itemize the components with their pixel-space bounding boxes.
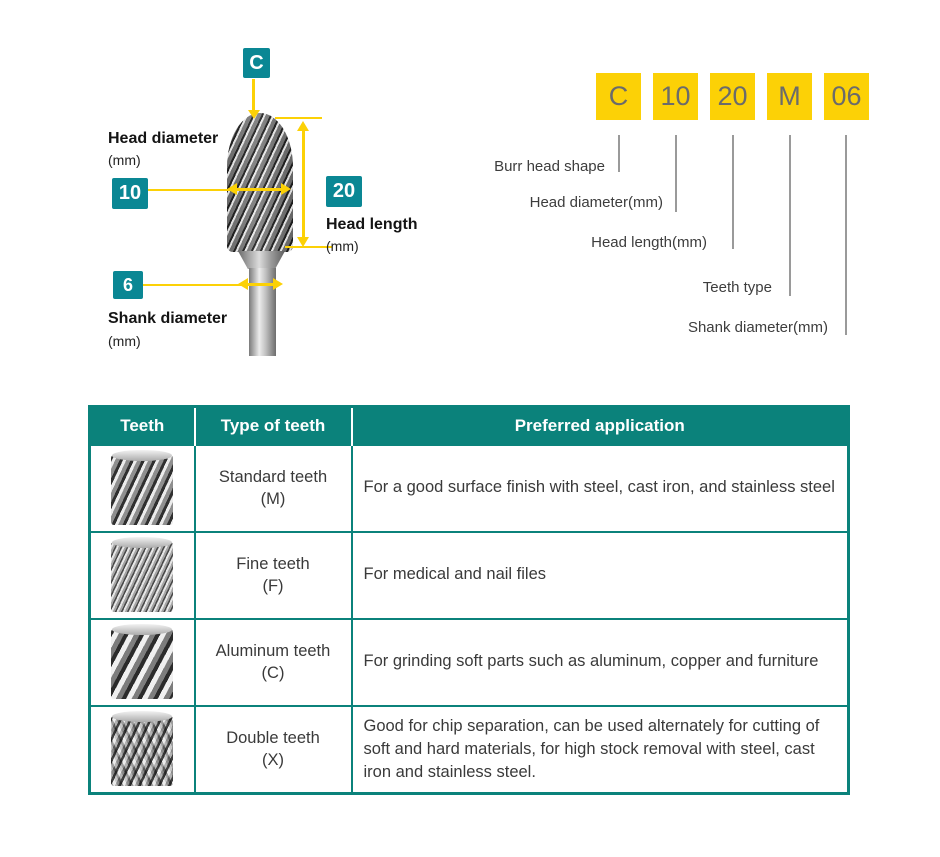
code-segment-head-length: 20 bbox=[710, 73, 755, 120]
teeth-type-name: Standard teeth bbox=[218, 467, 328, 486]
application-text: For grinding soft parts such as aluminum, copper and furniture bbox=[352, 619, 849, 706]
code-segment-head-diameter: 10 bbox=[653, 73, 698, 120]
col-header-type-of-teeth: Type of teeth bbox=[195, 407, 352, 445]
teeth-table bbox=[88, 405, 850, 795]
application-text: For a good surface finish with steel, cast iron, and stainless steel bbox=[352, 445, 849, 532]
standard-teeth-burr-photo bbox=[111, 455, 173, 525]
shank-diameter-label: Shank diameter bbox=[108, 310, 228, 327]
head-diameter-label: Head diameter bbox=[108, 130, 219, 147]
code-label-teeth-type: Teeth type bbox=[702, 279, 772, 296]
head-length-label: Head length bbox=[326, 216, 418, 233]
code-label-shank-diameter: Shank diameter(mm) bbox=[687, 319, 828, 336]
code-connector-line bbox=[789, 135, 791, 296]
shank-diameter-unit: (mm) bbox=[108, 333, 141, 349]
teeth-type-code: (M) bbox=[260, 490, 286, 508]
head-diameter-unit: (mm) bbox=[108, 152, 141, 168]
table-header-row bbox=[90, 407, 849, 445]
code-segment-teeth-type: M bbox=[767, 73, 812, 120]
teeth-type-code: (C) bbox=[261, 664, 285, 682]
code-connector-line bbox=[732, 135, 734, 249]
teeth-type-code: (F) bbox=[262, 577, 284, 595]
col-header-teeth: Teeth bbox=[90, 407, 195, 445]
application-text: For medical and nail files bbox=[352, 532, 849, 619]
code-segment-shape: C bbox=[596, 73, 641, 120]
teeth-type-code: (X) bbox=[262, 751, 284, 770]
double-teeth-burr-photo bbox=[111, 716, 173, 786]
table-row bbox=[90, 532, 849, 619]
head-length-unit: (mm) bbox=[326, 238, 359, 254]
head-diameter-value-badge: 10 bbox=[112, 178, 148, 209]
head-length-value-badge: 20 bbox=[326, 176, 362, 207]
table-row bbox=[90, 706, 849, 794]
shape-code-badge: C bbox=[243, 48, 270, 78]
code-label-head-diameter: Head diameter(mm) bbox=[529, 194, 663, 211]
teeth-type-name: Aluminum teeth bbox=[215, 641, 331, 660]
table-row bbox=[90, 619, 849, 706]
shank-diameter-value-badge: 6 bbox=[113, 271, 143, 299]
code-connector-line bbox=[845, 135, 847, 335]
code-label-burr-head-shape: Burr head shape bbox=[494, 158, 605, 175]
teeth-type-name: Fine teeth bbox=[236, 554, 310, 573]
fine-teeth-burr-photo bbox=[111, 542, 173, 612]
table-row bbox=[90, 445, 849, 532]
col-header-preferred-application: Preferred application bbox=[352, 407, 849, 445]
code-connector-line bbox=[618, 135, 620, 172]
code-segment-shank-diameter: 06 bbox=[824, 73, 869, 120]
teeth-type-name: Double teeth bbox=[226, 728, 320, 747]
application-text: Good for chip separation, can be used alternately for cutting of soft and hard materials, for high stock removal with steel, cast iron and stainless steel. bbox=[352, 706, 849, 794]
code-connector-line bbox=[675, 135, 677, 212]
aluminum-teeth-burr-photo bbox=[111, 629, 173, 699]
code-label-head-length: Head length(mm) bbox=[591, 234, 707, 251]
